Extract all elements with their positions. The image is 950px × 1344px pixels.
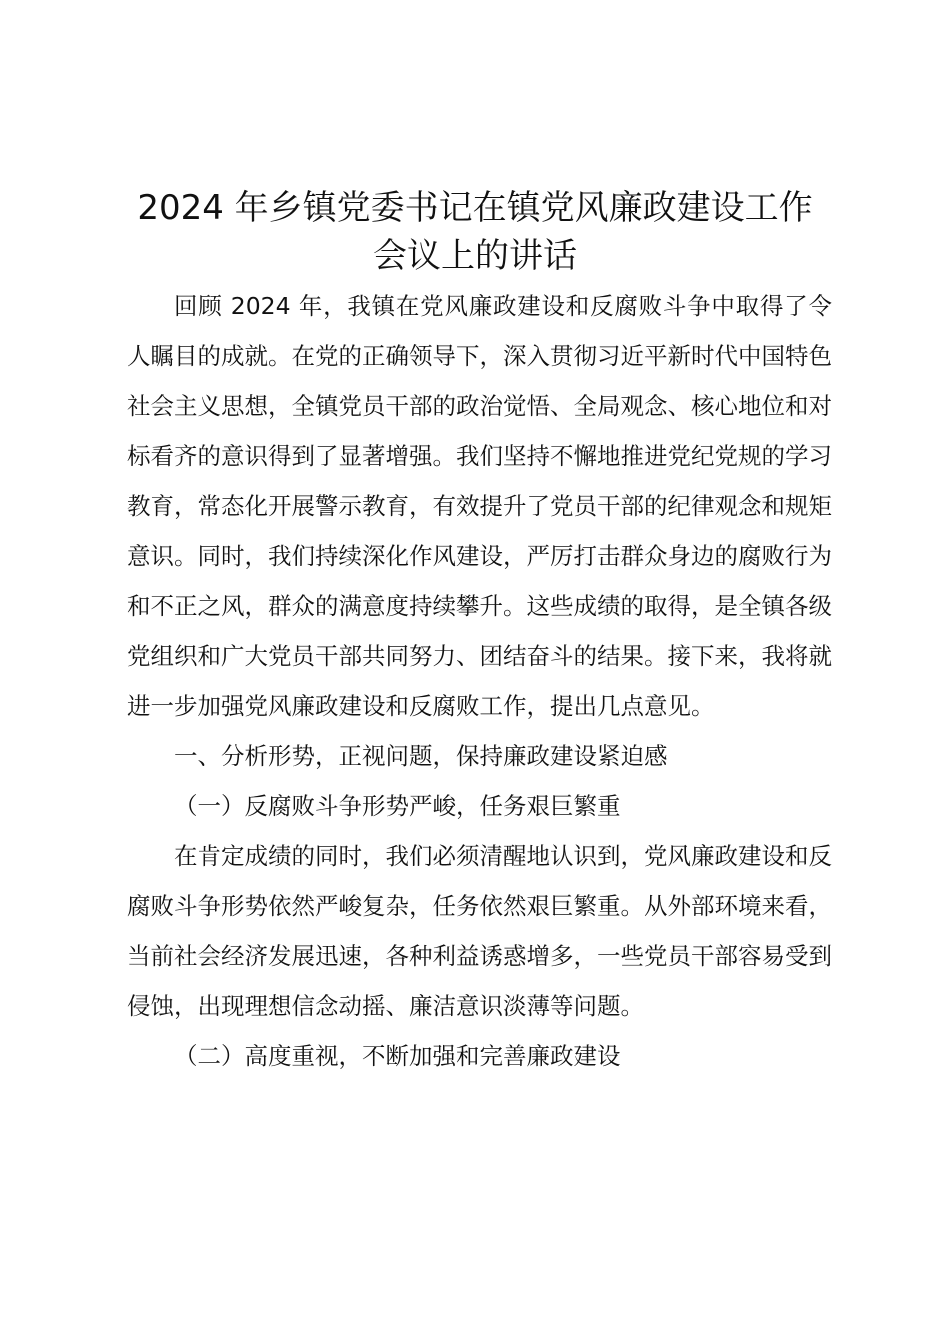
document-title-line-2: 会议上的讲话 bbox=[373, 236, 577, 276]
subsection-heading-1: （一）反腐败斗争形势严峻，任务艰巨繁重 bbox=[174, 792, 621, 820]
section-heading-1: 一、分析形势，正视问题，保持廉政建设紧迫感 bbox=[174, 742, 668, 770]
document-body bbox=[127, 281, 832, 1081]
body-paragraph-1: 回顾 2024 年，我镇在党风廉政建设和反腐败斗争中取得了令人瞩目的成就。在党的正确领导下，深入贯彻习近平新时代中国特色社会主义思想，全镇党员干部的政治觉悟、全局观念、核心地位和对标看齐的意识得到了显著增强。我们坚持不懈地推进党纪党规的学习教育，常态化开展警示教育，有效提升了党员干部的纪律观念和规矩意识。同时，我们持续深化作风建设，严厉打击群众身边的腐败行为和不正之风，群众的满意度持续攀升。这些成绩的取得，是全镇各级党组织和广大党员干部共同努力、团结奋斗的结果。接下来，我将就进一步加强党风廉政建设和反腐败工作，提出几点意见。 bbox=[127, 292, 832, 720]
document-title-line-1: 2024 年乡镇党委书记在镇党风廉政建设工作 bbox=[137, 188, 813, 228]
subsection-heading-2: （二）高度重视，不断加强和完善廉政建设 bbox=[174, 1042, 621, 1070]
body-paragraph-2: 在肯定成绩的同时，我们必须清醒地认识到，党风廉政建设和反腐败斗争形势依然严峻复杂，任务依然艰巨繁重。从外部环境来看，当前社会经济发展迅速，各种利益诱惑增多，一些党员干部容易受到侵蚀，出现理想信念动摇、廉洁意识淡薄等问题。 bbox=[127, 842, 832, 1020]
